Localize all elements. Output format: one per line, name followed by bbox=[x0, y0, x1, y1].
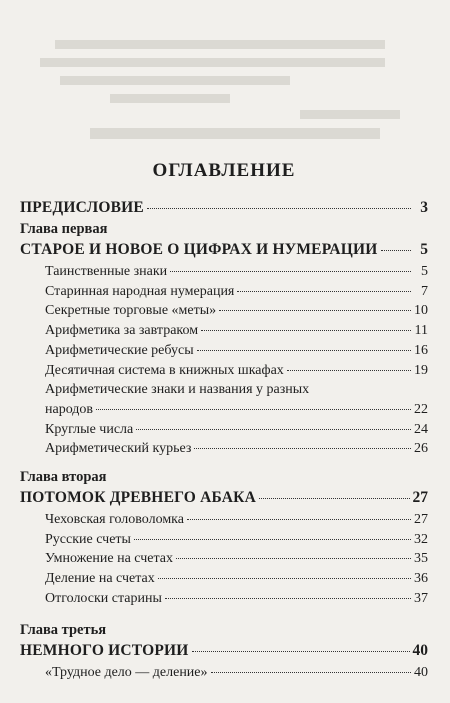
leader-dots bbox=[165, 598, 411, 599]
show-through-text bbox=[0, 0, 450, 150]
chapter-label: НЕМНОГО ИСТОРИИ bbox=[20, 641, 189, 659]
page-number: 35 bbox=[414, 551, 428, 567]
section-label: Арифметика за завтраком bbox=[45, 323, 199, 339]
leader-dots bbox=[187, 519, 411, 520]
page-number: 36 bbox=[414, 571, 428, 587]
section-label: Старинная народная нумерация bbox=[45, 283, 235, 299]
section-entry bbox=[20, 282, 428, 302]
page-number: 40 bbox=[414, 664, 428, 680]
preface-label: ПРЕДИСЛОВИЕ bbox=[20, 199, 144, 216]
chapter-label: ПОТОМОК ДРЕВНЕГО АБАКА bbox=[20, 489, 256, 507]
section-label: Секретные торговые «меты» bbox=[45, 303, 217, 319]
chapter-entry bbox=[20, 641, 428, 661]
section-entry bbox=[20, 510, 428, 530]
page-number: 26 bbox=[414, 441, 428, 457]
leader-dots bbox=[201, 330, 411, 331]
page-number: 27 bbox=[414, 512, 428, 528]
section-entry bbox=[20, 530, 428, 550]
section-entry bbox=[20, 549, 428, 569]
leader-dots bbox=[176, 558, 411, 559]
leader-dots bbox=[170, 271, 411, 272]
leader-dots bbox=[237, 291, 411, 292]
section-entry bbox=[20, 361, 428, 381]
section-label: Умножение на счетах bbox=[45, 551, 173, 567]
section-label: «Трудное дело — деление» bbox=[45, 664, 208, 680]
section-label: Арифметические ребусы bbox=[45, 342, 194, 358]
leader-dots bbox=[219, 310, 411, 311]
page-number: 10 bbox=[414, 303, 428, 319]
page-number: 16 bbox=[414, 342, 428, 358]
section-label: Чеховская головоломка bbox=[45, 512, 184, 528]
leader-dots bbox=[287, 370, 411, 371]
toc-title: ОГЛАВЛЕНИЕ bbox=[152, 160, 296, 181]
chapter-entry bbox=[20, 240, 428, 260]
section-label: Отголоски старины bbox=[45, 590, 162, 606]
leader-dots bbox=[136, 429, 411, 430]
leader-dots bbox=[96, 409, 411, 410]
section-entry-line2 bbox=[45, 400, 428, 420]
chapter-label: СТАРОЕ И НОВОЕ О ЦИФРАХ И НУМЕРАЦИИ bbox=[20, 241, 378, 258]
toc-preface bbox=[20, 198, 428, 218]
section-entry bbox=[20, 321, 428, 341]
leader-dots bbox=[158, 578, 411, 579]
page-number: 11 bbox=[414, 323, 428, 339]
part-heading: Глава первая bbox=[20, 221, 108, 237]
section-entry bbox=[20, 569, 428, 589]
page-number: 32 bbox=[414, 531, 428, 547]
section-entry bbox=[20, 589, 428, 609]
table-of-contents bbox=[20, 160, 428, 682]
page-number: 40 bbox=[412, 641, 428, 659]
page-number: 22 bbox=[414, 401, 428, 417]
section-label: Круглые числа bbox=[45, 421, 134, 437]
toc-part-2 bbox=[20, 468, 428, 609]
section-entry bbox=[20, 663, 428, 683]
section-entry bbox=[20, 439, 428, 459]
toc-part-1 bbox=[20, 220, 428, 459]
page-number: 37 bbox=[414, 590, 428, 606]
page-number: 24 bbox=[414, 421, 428, 437]
leader-dots bbox=[259, 498, 410, 499]
page-number: 5 bbox=[421, 264, 428, 279]
section-label: Русские счеты bbox=[45, 531, 131, 547]
page-number: 5 bbox=[420, 241, 428, 258]
section-label: Десятичная система в книжных шкафах bbox=[45, 362, 284, 378]
leader-dots bbox=[192, 651, 410, 652]
page-number: 19 bbox=[414, 362, 428, 378]
section-label: Деление на счетах bbox=[45, 571, 155, 587]
part-heading: Глава вторая bbox=[20, 469, 107, 486]
page-number: 7 bbox=[421, 283, 428, 299]
leader-dots bbox=[194, 448, 411, 449]
leader-dots bbox=[197, 350, 411, 351]
section-entry bbox=[20, 262, 428, 282]
leader-dots bbox=[381, 250, 411, 251]
leader-dots bbox=[211, 672, 411, 673]
part-heading: Глава третья bbox=[20, 621, 107, 638]
page-number: 27 bbox=[412, 489, 428, 507]
section-entry-wrapped bbox=[20, 380, 428, 419]
page-number: 3 bbox=[420, 199, 428, 216]
toc-part-3 bbox=[20, 621, 428, 683]
leader-dots bbox=[147, 208, 411, 209]
chapter-entry bbox=[20, 488, 428, 508]
section-label: народов bbox=[45, 401, 94, 417]
leader-dots bbox=[134, 539, 411, 540]
section-entry bbox=[20, 420, 428, 440]
section-label-line1: Арифметические знаки и названия у разных bbox=[45, 382, 310, 398]
section-label: Арифметический курьез bbox=[45, 441, 192, 457]
section-entry bbox=[20, 341, 428, 361]
section-label: Таинственные знаки bbox=[45, 264, 168, 279]
section-entry bbox=[20, 301, 428, 321]
